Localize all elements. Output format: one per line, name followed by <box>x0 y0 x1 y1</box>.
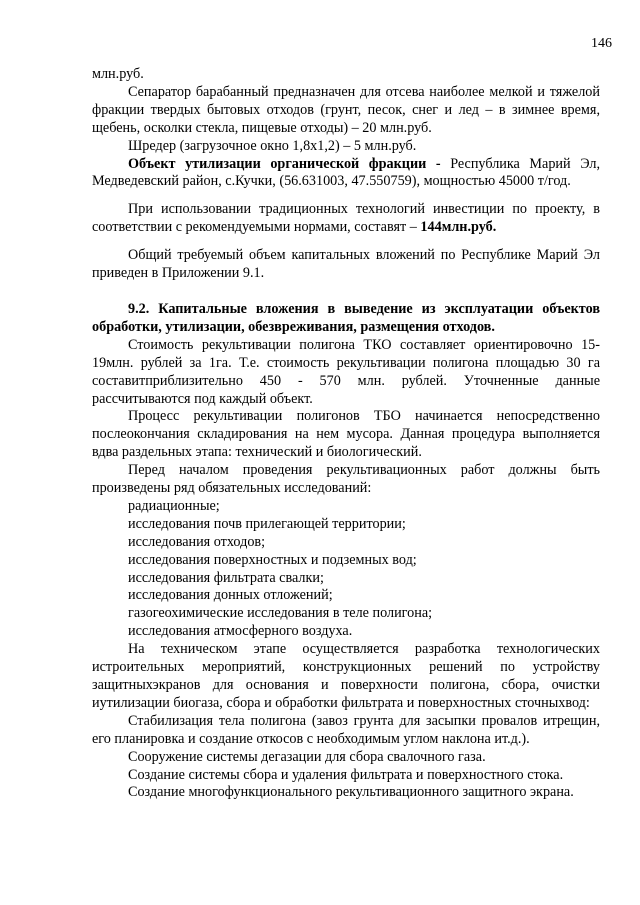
page-number: 146 <box>591 36 612 51</box>
document-body <box>92 66 600 802</box>
list-item: исследования почв прилегающей территории; <box>128 515 406 532</box>
object-description: Республика Марий Эл, Медведевский район, с.Кучки, (56.631003, 47.550759), мощностью 45000 т/год. <box>92 155 600 190</box>
investment-text: При использовании традиционных технологий инвестиции по проекту, в соответствии с рекомендуемыми нормами, составят – <box>92 201 600 236</box>
paragraph-investment <box>92 201 600 237</box>
paragraph-degassing: Сооружение системы дегазации для сбора свалочного газа. <box>128 748 486 765</box>
section-heading: 9.2. Капитальные вложения в выведение из эксплуатации объектов обработки, утилизации, обезвреживания, размещения отходов. <box>92 300 600 335</box>
investment-amount: 144млн.руб. <box>420 219 497 236</box>
paragraph-shredder: Шредер (загрузочное окно 1,8х1,2) – 5 млн.руб. <box>128 137 417 154</box>
object-bold-label: Объект утилизации органической фракции - <box>128 155 451 172</box>
list-item: исследования атмосферного воздуха. <box>128 623 353 640</box>
list-item: исследования поверхностных и подземных вод; <box>128 551 417 568</box>
paragraph-cost: Стоимость рекультивации полигона ТКО составляет ориентировочно 15-19млн. рублей за 1га. Т.е. стоимость рекультивации полигона площадью 30 га составитприблизительно 450 - 570 млн. рублей. Уточненные данные рассчитываются под каждый объект. <box>92 336 600 407</box>
paragraph-object <box>92 156 600 192</box>
paragraph-filtrate: Создание системы сбора и удаления фильтрата и поверхностного стока. <box>128 766 564 783</box>
paragraph-before: Перед началом проведения рекультивационных работ должны быть произведены ряд обязательных исследований: <box>92 462 600 497</box>
carry-line: млн.руб. <box>92 66 144 82</box>
list-item: газогеохимические исследования в теле полигона; <box>128 605 433 622</box>
paragraph-separator: Сепаратор барабанный предназначен для отсева наиболее мелкой и тяжелой фракции твердых бытовых отходов (грунт, песок, снег и лед – в зимнее время, щебень, осколки стекла, пищевые отходы) – 20 млн.руб. <box>92 83 600 136</box>
paragraph-total: Общий требуемый объем капитальных вложений по Республике Марий Эл приведен в Приложении 9.1. <box>92 247 600 282</box>
list-item: исследования донных отложений; <box>128 587 333 604</box>
list-item: исследования фильтрата свалки; <box>128 569 324 586</box>
research-list <box>92 498 600 641</box>
paragraph-stabilization: Стабилизация тела полигона (завоз грунта для засыпки провалов итрещин, его планировка и создание откосов с необходимым углом наклона ит.д.). <box>92 712 600 747</box>
paragraph-technical: На техническом этапе осуществляется разработка технологических истроительных мероприятий, конструкционных решений по устройству защитныхэкранов для основания и поверхности полигона, сбора, очистки иутилизации биогаза, сбора и обработки фильтрата и поверхностных сточныхвод: <box>92 641 600 711</box>
paragraph-process: Процесс рекультивации полигонов ТБО начинается непосредственно послеокончания складирования на нем мусора. Данная процедура выполняется вдва раздельных этапа: технический и биологический. <box>92 408 600 461</box>
list-item: исследования отходов; <box>128 533 266 550</box>
paragraph-screen: Создание многофункционального рекультивационного защитного экрана. <box>128 784 574 801</box>
list-item: радиационные; <box>128 497 220 514</box>
